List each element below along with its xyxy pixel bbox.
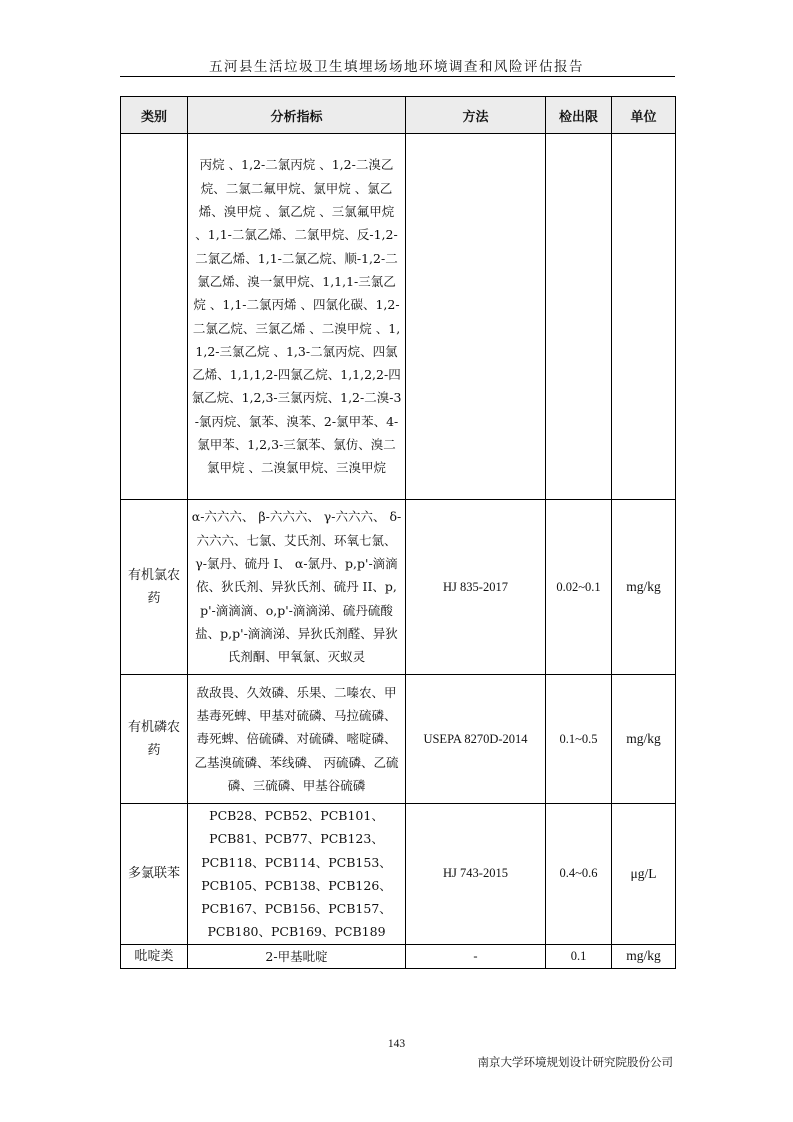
table-row — [121, 134, 676, 500]
unit-cell — [612, 134, 676, 500]
limit-cell — [546, 134, 612, 500]
pcb-line: PCB28、PCB52、PCB101、 — [209, 808, 384, 823]
table-row — [121, 804, 676, 945]
page-header-title: 五河县生活垃圾卫生填埋场场地环境调查和风险评估报告 — [209, 59, 584, 75]
limit-cell: 0.02~0.1 — [546, 500, 612, 675]
method-cell — [406, 134, 546, 500]
method-cell: HJ 835-2017 — [406, 500, 546, 675]
unit-cell: mg/kg — [612, 500, 676, 675]
pcb-line: PCB81、PCB77、PCB123、 — [209, 831, 384, 847]
category-cell: 多氯联苯 — [121, 804, 188, 945]
indicators-cell: α-六六六、 β-六六六、 γ-六六六、 δ-六六六、七氯、艾氏剂、环氧七氯、 γ-氯丹、硫丹 I、 α-氯丹、p,p'-滴滴依、狄氏剂、异狄氏剂、硫丹 II、p,p'-滴滴滴、o,p'-滴滴涕、硫丹硫酸盐、p,p'-滴滴涕、异狄氏剂醛、异狄氏剂酮、甲氧氯、灭蚁灵 — [188, 500, 406, 675]
category-cell: 有机磷农药 — [121, 675, 188, 804]
indicators-cell — [188, 804, 406, 945]
table-row — [121, 500, 676, 675]
indicators-cell: 敌敌畏、久效磷、乐果、二嗪农、甲基毒死蜱、甲基对硫磷、马拉硫磷、毒死蜱、倍硫磷、对硫磷、嘧啶磷、乙基溴硫磷、苯线磷、 丙硫磷、乙硫磷、三硫磷、甲基谷硫磷 — [188, 675, 406, 804]
footer-organization: 南京大学环境规划设计研究院股份公司 — [477, 1055, 673, 1069]
unit-cell: mg/kg — [612, 944, 676, 968]
page-number: 143 — [387, 1038, 406, 1050]
category-cell — [121, 134, 188, 500]
table-header-row — [121, 97, 676, 134]
column-header-unit: 单位 — [612, 97, 676, 134]
limit-cell: 0.4~0.6 — [546, 804, 612, 945]
table-row — [121, 944, 676, 968]
column-header-limit: 检出限 — [546, 97, 612, 134]
pcb-line: PCB105、PCB138、PCB126、 — [201, 877, 392, 893]
pcb-line: PCB180、PCB169、PCB189 — [207, 924, 386, 940]
method-cell: HJ 743-2015 — [406, 804, 546, 945]
limit-cell: 0.1 — [546, 944, 612, 968]
column-header-method: 方法 — [406, 97, 546, 134]
header-divider — [120, 76, 675, 77]
unit-cell: mg/kg — [612, 675, 676, 804]
category-cell: 吡啶类 — [121, 944, 188, 968]
indicators-cell: 丙烷 、1,2-二氯丙烷 、1,2-二溴乙烷、二氯二氟甲烷、氯甲烷 、氯乙烯、溴甲烷 、氯乙烷 、三氯氟甲烷 、1,1-二氯乙烯、二氯甲烷、反-1,2-二氯乙烯、1,1-二氯乙烷、顺-1,2-二氯乙烯、溴一氯甲烷、1,1,1-三氯乙烷 、1,1-二氯丙烯 、四氯化碳、1,2-二氯乙烷、三氯乙烯 、二溴甲烷 、1,1,2-三氯乙烷 、1,3-二氯丙烷、四氯乙烯、1,1,1,2-四氯乙烷、1,1,2,2-四氯乙烷、1,2,3-三氯丙烷、1,2-二溴-3-氯丙烷、氯苯、溴苯、2-氯甲苯、4-氯甲苯、1,2,3-三氯苯、氯仿、溴二氯甲烷 、二溴氯甲烷、三溴甲烷 — [188, 134, 406, 500]
pcb-line: PCB118、PCB114、PCB153、 — [201, 854, 392, 870]
indicators-cell: 2-甲基吡啶 — [188, 944, 406, 968]
limit-cell: 0.1~0.5 — [546, 675, 612, 804]
analysis-table — [120, 96, 676, 969]
unit-cell: μg/L — [612, 804, 676, 945]
method-cell: USEPA 8270D-2014 — [406, 675, 546, 804]
category-cell: 有机氯农药 — [121, 500, 188, 675]
pcb-line: PCB167、PCB156、PCB157、 — [201, 901, 392, 917]
column-header-indicators: 分析指标 — [188, 97, 406, 134]
table-row — [121, 675, 676, 804]
method-cell: - — [406, 944, 546, 968]
column-header-category: 类别 — [121, 97, 188, 134]
